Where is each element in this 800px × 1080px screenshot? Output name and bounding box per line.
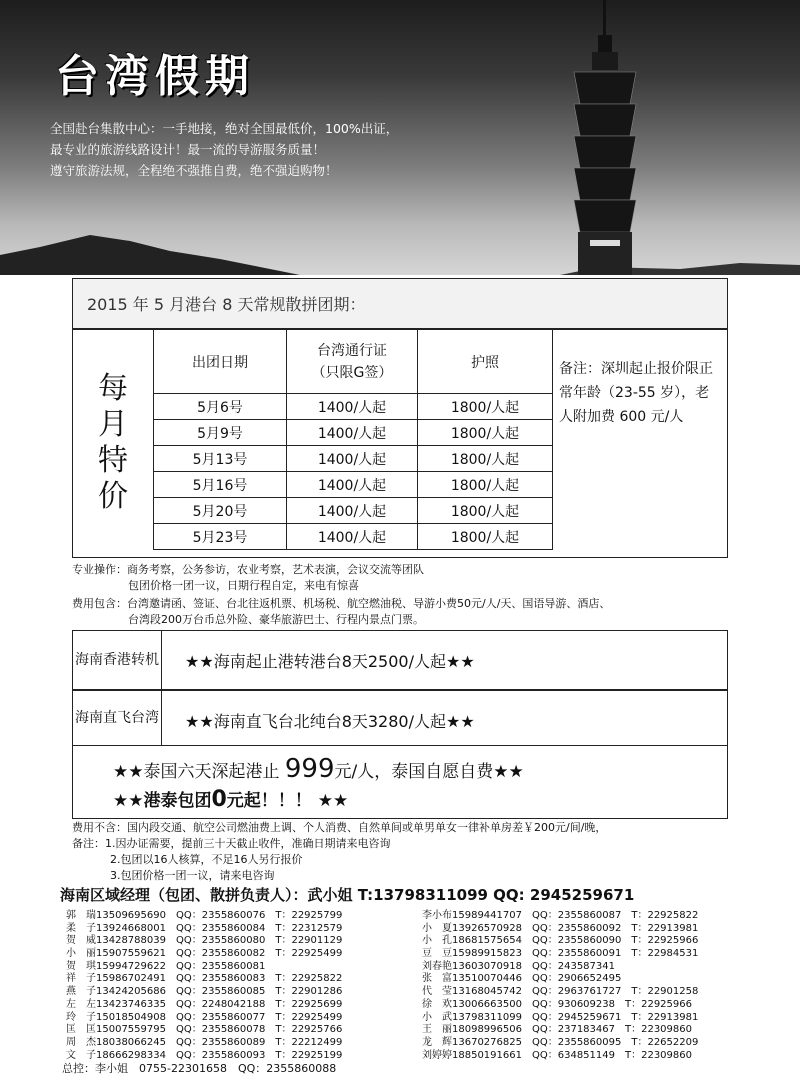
- cell-tw-price: 1400/人起: [287, 446, 418, 472]
- table-row: [154, 472, 553, 498]
- mountain-silhouette: [0, 215, 800, 275]
- monthly-special-label: [73, 329, 153, 557]
- footer-general-control: 总控：李小姐 0755-22301658 QQ：2355860088: [62, 1062, 337, 1075]
- contact-row: 刘春艳13603070918 QQ：243587341: [422, 960, 615, 972]
- table-row: [154, 524, 553, 550]
- cell-tw-price: 1400/人起: [287, 420, 418, 446]
- contact-row: 王 丽18098996506 QQ：237183467 T：22309860: [422, 1024, 692, 1036]
- route-text: ★★海南直飞台北纯台8天3280/人起★★: [185, 712, 475, 731]
- cell-tw-price: 1400/人起: [287, 472, 418, 498]
- contact-row: 刘婷婷18850191661 QQ：634851149 T：22309860: [422, 1049, 692, 1061]
- cell-passport-price: 1800/人起: [418, 498, 553, 524]
- contacts-left: [66, 910, 342, 1062]
- contact-row: 左 左13423746335 QQ：2248042188 T：22925699: [66, 998, 343, 1010]
- price-note-text: 备注：深圳起止报价限正常年龄（23-55 岁），老人附加费 600 元/人: [559, 361, 713, 425]
- excluded-line: 费用不含：国内段交通、航空公司燃油费上调、个人消费、自然单间或单男单女一律补单房差￥200元/间/晚，: [72, 821, 607, 834]
- contact-row: 匡 匡15007559795 QQ：2355860078 T：22925766: [66, 1024, 343, 1036]
- remark-line: 3.包团价格一团一议，请来电咨询: [110, 869, 275, 882]
- route-label: 海南直飞台湾: [73, 691, 162, 745]
- table-row: [154, 420, 553, 446]
- thailand-pre: ★★泰国六天深起港止: [113, 762, 285, 782]
- cell-date: 5月6号: [154, 394, 287, 420]
- contact-row: 贺 琪15994729622 QQ：2355860081: [66, 960, 266, 972]
- contact-row: 龙 辉13670276825 QQ：2355860095 T：22652209: [422, 1036, 699, 1048]
- monthly-char: 每: [98, 371, 128, 406]
- cell-passport-price: 1800/人起: [418, 420, 553, 446]
- remark-line: 2.包团以16人核算，不足16人另行报价: [110, 853, 303, 866]
- hero-banner: [0, 0, 800, 275]
- cell-passport-price: 1800/人起: [418, 394, 553, 420]
- slogan-line: 全国赴台集散中心：一手地接，绝对全国最低价，100%出证，: [50, 121, 399, 136]
- banner-slogans: [50, 118, 398, 181]
- monthly-char: 月: [98, 407, 128, 442]
- included-line: 费用包含：台湾邀请函、签证、台北往返机票、机场税、航空燃油税、导游小费50元/人/天、国语导游、酒店、: [72, 597, 611, 610]
- cell-passport-price: 1800/人起: [418, 524, 553, 550]
- route-label: 海南香港转机: [73, 631, 162, 689]
- route-hk-transfer: [72, 630, 728, 690]
- col-header-passport: 护照: [418, 330, 553, 394]
- ops-line: 包团价格一团一议，日期行程自定，来电有惊喜: [128, 579, 359, 592]
- contact-row: 小 丽15907559621 QQ：2355860082 T：22925499: [66, 948, 343, 960]
- cell-date: 5月16号: [154, 472, 287, 498]
- thailand-offer: [72, 745, 728, 819]
- contacts-right: [422, 910, 698, 1062]
- contact-row: 周 杰18038066245 QQ：2355860089 T：22212499: [66, 1036, 343, 1048]
- included-line: 台湾段200万台币总外险、豪华旅游巴士、行程内景点门票。: [128, 613, 424, 626]
- schedule-header: [72, 278, 728, 330]
- regional-manager: 海南区域经理（包团、散拼负责人）：武小姐 T:13798311099 QQ: 2945259671: [60, 886, 635, 904]
- thailand-l2-post: 元起！！！ ★★: [226, 791, 349, 811]
- contact-row: 张 富13510070446 QQ：2906652495: [422, 973, 622, 985]
- cell-passport-price: 1800/人起: [418, 446, 553, 472]
- col-header-date: 出团日期: [154, 330, 287, 394]
- slogan-line: 最专业的旅游线路设计！最一流的导游服务质量！: [50, 142, 326, 157]
- contact-row: 贺 威13428788039 QQ：2355860080 T：22901129: [66, 935, 343, 947]
- contact-row: 燕 子13424205686 QQ：2355860085 T：22901286: [66, 986, 343, 998]
- monthly-char: 特: [98, 443, 128, 478]
- schedule-table: [72, 328, 728, 558]
- contact-row: 徐 欢13006663500 QQ：930609238 T：22925966: [422, 998, 692, 1010]
- cell-tw-price: 1400/人起: [287, 524, 418, 550]
- contact-row: 文 子18666298334 QQ：2355860093 T：22925199: [66, 1049, 343, 1061]
- thailand-line-1: [113, 754, 524, 784]
- contact-row: 玲 子15018504908 QQ：2355860077 T：22925499: [66, 1011, 343, 1023]
- cell-date: 5月9号: [154, 420, 287, 446]
- cell-date: 5月13号: [154, 446, 287, 472]
- col-header-tw-2: （只限G签）: [311, 364, 393, 381]
- contact-row: 郭 瑞13509695690 QQ：2355860076 T：22925799: [66, 910, 343, 921]
- route-direct-flight: [72, 690, 728, 746]
- monthly-char: 价: [98, 479, 128, 514]
- route-text: ★★海南起止港转港台8天2500/人起★★: [185, 652, 475, 671]
- cell-date: 5月23号: [154, 524, 287, 550]
- contact-row: 小 夏13926570928 QQ：2355860092 T：22913981: [422, 922, 699, 934]
- remark-line: 备注：1.因办证需要，提前三十天截止收件，准确日期请来电咨询: [72, 837, 391, 850]
- thailand-price: 999: [284, 754, 335, 784]
- col-header-tw-pass: [287, 330, 418, 394]
- banner-title: 台湾假期: [55, 51, 255, 102]
- cell-passport-price: 1800/人起: [418, 472, 553, 498]
- thailand-l2-num: 0: [211, 787, 227, 812]
- col-header-tw-1: 台湾通行证: [317, 342, 387, 359]
- slogan-line: 遵守旅游法规，全程绝不强推自费，绝不强迫购物！: [50, 163, 338, 178]
- table-row: [154, 446, 553, 472]
- table-row: [154, 394, 553, 420]
- contact-row: 豆 豆15989915823 QQ：2355860091 T：22984531: [422, 948, 699, 960]
- contact-row: 祥 子15986702491 QQ：2355860083 T：22925822: [66, 973, 343, 985]
- thailand-line-2: [113, 786, 348, 812]
- contact-row: 小 孔18681575654 QQ：2355860090 T：22925966: [422, 935, 699, 947]
- thailand-post: 元/人，泰国自愿自费★★: [334, 762, 524, 782]
- price-table: [153, 329, 553, 550]
- thailand-l2-pre: ★★港泰包团: [113, 791, 212, 811]
- contact-row: 李小布15989441707 QQ：2355860087 T：22925822: [422, 910, 699, 921]
- schedule-title: 2015 年 5 月港台 8 天常规散拼团期：: [87, 295, 366, 314]
- cell-tw-price: 1400/人起: [287, 498, 418, 524]
- price-note: [551, 329, 727, 557]
- table-row: [154, 498, 553, 524]
- taipei-101-tower-image: [560, 0, 650, 275]
- ops-line: 专业操作：商务考察，公务参访，农业考察，艺术表演，会议交流等团队: [72, 563, 424, 576]
- contact-row: 代 莹13168045742 QQ：2963761727 T：22901258: [422, 986, 699, 998]
- contact-row: 小 武13798311099 QQ：2945259671 T：22913981: [422, 1011, 699, 1023]
- contact-row: 柔 子13924668001 QQ：2355860084 T：22312579: [66, 922, 343, 934]
- cell-date: 5月20号: [154, 498, 287, 524]
- cell-tw-price: 1400/人起: [287, 394, 418, 420]
